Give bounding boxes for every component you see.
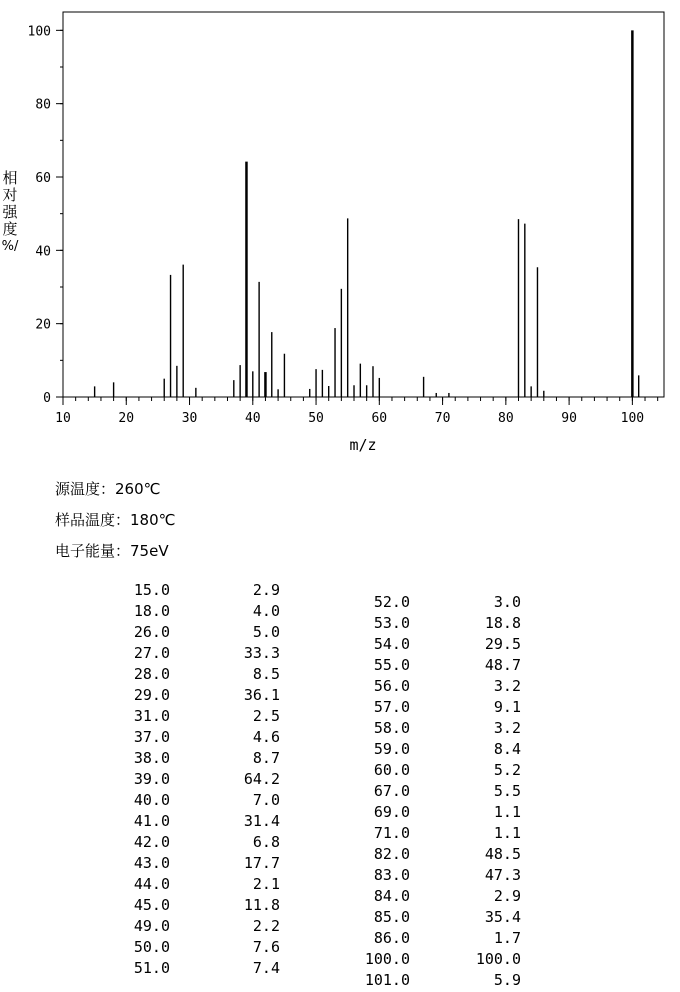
peak-table-row [100, 853, 280, 874]
relative-intensity-value: 9.1 [493, 698, 521, 716]
mz-value: 52.0 [373, 593, 410, 611]
relative-intensity-value: 2.9 [493, 887, 521, 905]
mz-value: 40.0 [133, 791, 170, 809]
peak-table-row [340, 865, 521, 886]
relative-intensity-value: 4.6 [252, 728, 280, 746]
y-tick-label: 60 [35, 171, 51, 186]
mz-value: 49.0 [133, 917, 170, 935]
mz-value: 42.0 [133, 833, 170, 851]
peak-table-row [340, 802, 521, 823]
y-axis-label [1, 170, 19, 255]
relative-intensity-value: 3.2 [493, 719, 521, 737]
peak-table-row [340, 613, 521, 634]
relative-intensity-value: 7.4 [252, 959, 280, 977]
peak-table-row [340, 760, 521, 781]
peak-table-row [100, 958, 280, 979]
peak-table-row [100, 895, 280, 916]
peak-table-row [100, 622, 280, 643]
mz-value: 28.0 [133, 665, 170, 683]
y-tick-label: 80 [35, 97, 51, 113]
relative-intensity-value: 7.6 [252, 938, 280, 956]
relative-intensity-value: 7.0 [252, 791, 280, 809]
mz-value: 15.0 [133, 581, 170, 599]
peak-table-row [340, 655, 521, 676]
relative-intensity-value: 64.2 [243, 770, 280, 788]
mz-value: 71.0 [373, 824, 410, 842]
peak-table-row [100, 748, 280, 769]
relative-intensity-value: 1.1 [493, 824, 521, 842]
relative-intensity-value: 48.7 [484, 656, 521, 674]
peak-table-row [340, 907, 521, 928]
peak-table-row [340, 718, 521, 739]
relative-intensity-value: 11.8 [243, 896, 280, 914]
relative-intensity-value: 48.5 [484, 845, 521, 863]
relative-intensity-value: 8.7 [252, 749, 280, 767]
peak-table-row [340, 970, 521, 991]
peak-table-row [100, 601, 280, 622]
peak-bars [95, 30, 639, 397]
mz-value: 31.0 [133, 707, 170, 725]
relative-intensity-value: 6.8 [252, 833, 280, 851]
mz-value: 60.0 [373, 761, 410, 779]
peak-table-row [340, 949, 521, 970]
relative-intensity-value: 2.1 [252, 875, 280, 893]
relative-intensity-value: 2.9 [252, 581, 280, 599]
mz-value: 29.0 [133, 686, 170, 704]
peak-table-row [340, 823, 521, 844]
mz-value: 59.0 [373, 740, 410, 758]
mz-value: 85.0 [373, 908, 410, 926]
plot-frame [63, 12, 664, 397]
mz-value: 50.0 [133, 938, 170, 956]
x-tick-label: 10 [55, 411, 71, 426]
peak-table-row [100, 685, 280, 706]
peak-table-row [100, 937, 280, 958]
x-tick-label: 30 [181, 411, 198, 426]
x-tick-label: 90 [561, 411, 577, 426]
relative-intensity-value: 3.0 [493, 593, 521, 611]
mz-value: 37.0 [133, 728, 170, 746]
x-tick-label: 60 [371, 411, 388, 426]
mz-value: 58.0 [373, 719, 410, 737]
peak-table-row [340, 844, 521, 865]
relative-intensity-value: 5.2 [493, 761, 521, 779]
peak-table-row [100, 706, 280, 727]
mz-value: 57.0 [373, 698, 410, 716]
relative-intensity-value: 31.4 [243, 812, 280, 830]
y-tick-label: 40 [35, 244, 51, 260]
peak-table-row [340, 928, 521, 949]
mz-value: 83.0 [373, 866, 410, 884]
mz-value: 67.0 [373, 782, 410, 800]
mz-value: 45.0 [133, 896, 170, 914]
peak-table-row [340, 781, 521, 802]
relative-intensity-value: 100.0 [475, 950, 521, 968]
mz-value: 82.0 [373, 845, 410, 863]
peak-table-row [100, 580, 280, 601]
relative-intensity-value: 1.1 [493, 803, 521, 821]
peak-table-row [100, 832, 280, 853]
x-axis [55, 397, 658, 426]
sample-temperature: 样品温度：180℃ [55, 511, 176, 529]
mz-value: 43.0 [133, 854, 170, 872]
y-axis [28, 24, 63, 406]
x-tick-label: 70 [434, 411, 451, 426]
y-axis-unit: %/ [1, 239, 19, 254]
mz-value: 53.0 [373, 614, 410, 632]
relative-intensity-value: 36.1 [243, 686, 280, 704]
relative-intensity-value: 18.8 [484, 614, 521, 632]
mz-value: 56.0 [373, 677, 410, 695]
peak-table-row [340, 739, 521, 760]
relative-intensity-value: 5.9 [493, 971, 521, 989]
x-tick-label: 50 [308, 411, 324, 426]
relative-intensity-value: 35.4 [484, 908, 521, 926]
relative-intensity-value: 17.7 [243, 854, 280, 872]
y-tick-label: 20 [35, 317, 51, 333]
mz-value: 84.0 [373, 887, 410, 905]
relative-intensity-value: 2.5 [252, 707, 280, 725]
mz-value: 39.0 [133, 770, 170, 788]
peak-table-row [340, 592, 521, 613]
peak-table-row [340, 676, 521, 697]
electron-energy: 电子能量：75eV [55, 542, 169, 560]
mz-value: 86.0 [373, 929, 410, 947]
peak-table-row [340, 634, 521, 655]
y-tick-label: 0 [43, 391, 51, 406]
mass-spectrum-chart [0, 0, 680, 460]
relative-intensity-value: 2.2 [252, 917, 280, 935]
mz-value: 101.0 [364, 971, 410, 989]
x-tick-label: 20 [118, 411, 135, 426]
x-tick-label: 80 [498, 411, 514, 426]
mz-value: 44.0 [133, 875, 170, 893]
relative-intensity-value: 8.4 [493, 740, 521, 758]
relative-intensity-value: 3.2 [493, 677, 521, 695]
mz-value: 54.0 [373, 635, 410, 653]
source-temperature: 源温度：260℃ [55, 480, 161, 498]
x-tick-label: 100 [620, 411, 645, 426]
relative-intensity-value: 33.3 [243, 644, 280, 662]
relative-intensity-value: 47.3 [484, 866, 521, 884]
relative-intensity-value: 8.5 [252, 665, 280, 683]
peak-table-row [100, 874, 280, 895]
peak-table-row [340, 697, 521, 718]
relative-intensity-value: 1.7 [493, 929, 521, 947]
mz-value: 100.0 [364, 950, 410, 968]
mz-value: 38.0 [133, 749, 170, 767]
mz-value: 55.0 [373, 656, 410, 674]
mz-value: 27.0 [133, 644, 170, 662]
mz-value: 69.0 [373, 803, 410, 821]
peak-table-row [100, 769, 280, 790]
mz-value: 41.0 [133, 812, 170, 830]
peak-table-row [100, 916, 280, 937]
peak-table-row [100, 727, 280, 748]
x-axis-label: m/z [349, 436, 377, 454]
mz-value: 18.0 [133, 602, 170, 620]
relative-intensity-value: 4.0 [252, 602, 280, 620]
peak-table-row [100, 643, 280, 664]
relative-intensity-value: 5.0 [252, 623, 280, 641]
relative-intensity-value: 29.5 [484, 635, 521, 653]
peak-table-row [100, 664, 280, 685]
peak-table-row [340, 886, 521, 907]
mz-value: 51.0 [133, 959, 170, 977]
mz-value: 26.0 [133, 623, 170, 641]
y-tick-label: 100 [27, 24, 51, 40]
relative-intensity-value: 5.5 [493, 782, 521, 800]
peak-table-row [100, 811, 280, 832]
x-tick-label: 40 [244, 411, 261, 426]
y-axis-label-text: 相对强度 [2, 169, 18, 238]
peak-table-row [100, 790, 280, 811]
